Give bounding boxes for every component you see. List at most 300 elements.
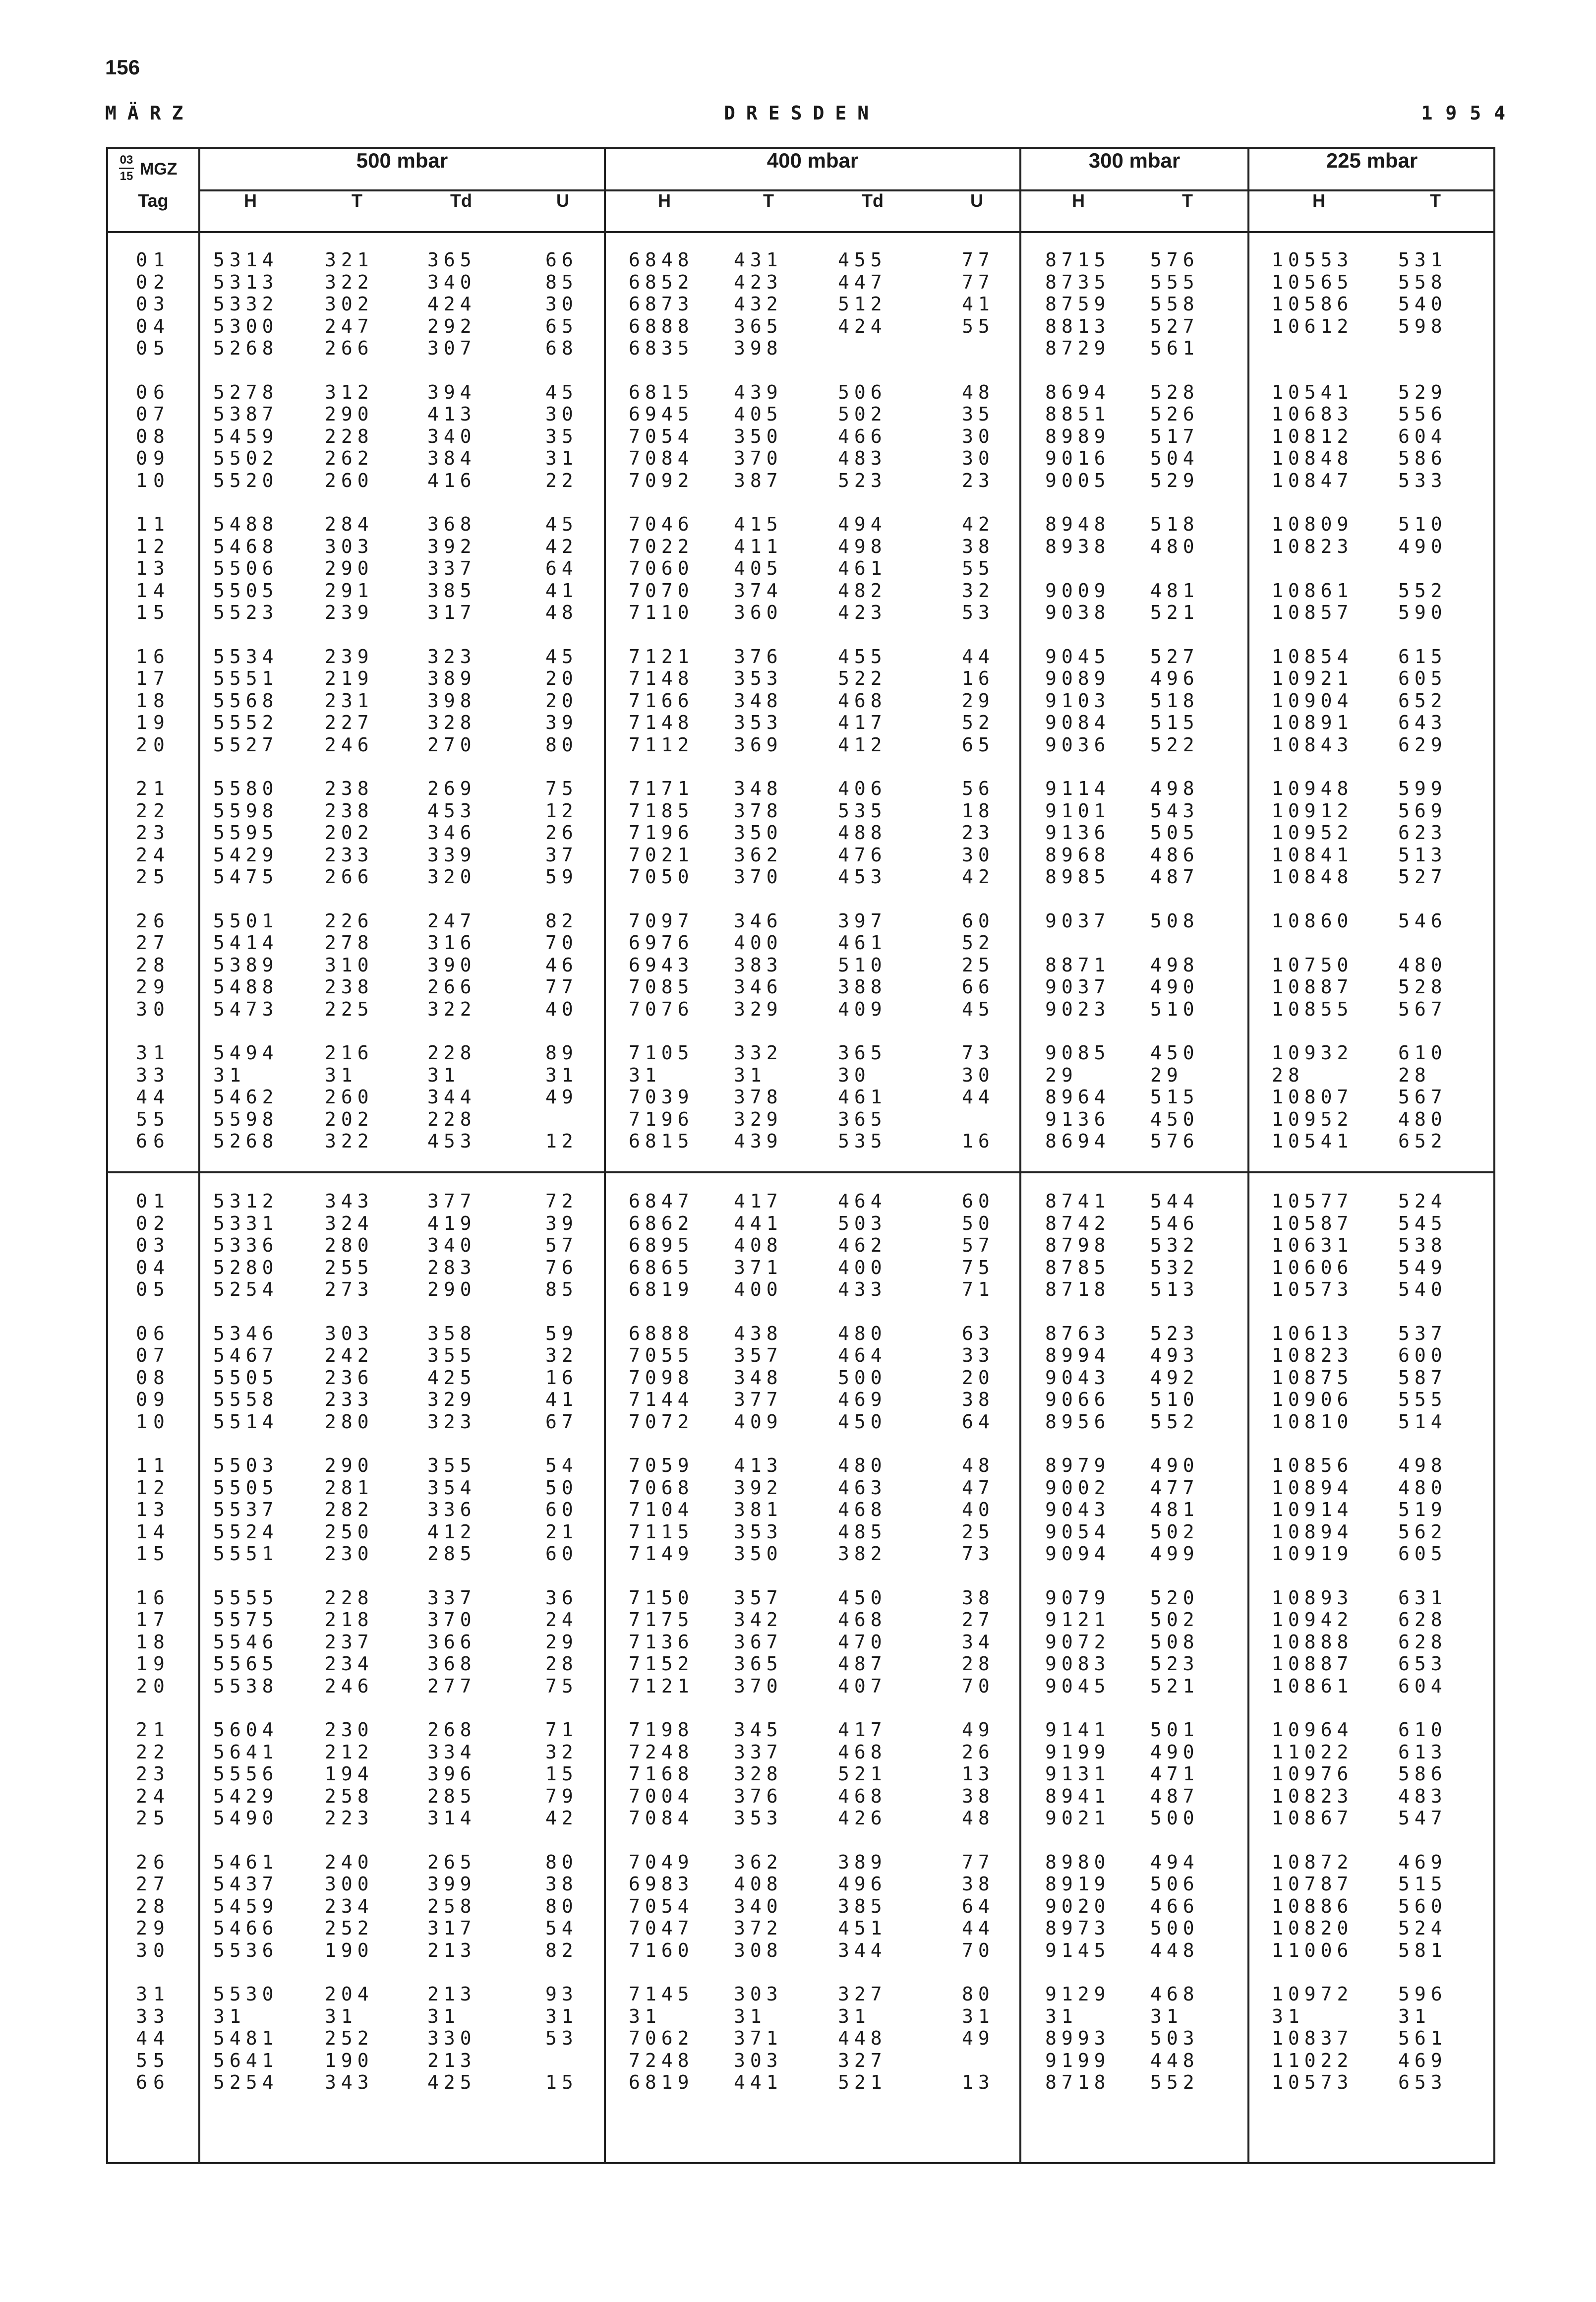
col-u-400: U (970, 190, 983, 211)
value-cell-h300: 29 (1045, 1064, 1078, 1086)
day-cell: 26 (136, 909, 171, 932)
value-cell-h500: 5598 (213, 799, 279, 822)
value-cell-td500: 398 (427, 689, 476, 712)
value-cell-td500: 268 (427, 1719, 476, 1741)
day-cell: 03 (136, 1234, 171, 1256)
value-cell-h225: 10976 (1272, 1763, 1354, 1785)
value-cell-t225: 604 (1398, 425, 1447, 447)
value-cell-h225: 10888 (1272, 1631, 1354, 1653)
table-row (106, 646, 1495, 668)
value-cell-t225: 610 (1398, 1042, 1447, 1064)
value-cell-h225: 10919 (1272, 1543, 1354, 1565)
day-cell: 15 (136, 602, 171, 623)
value-cell-u400: 40 (962, 1499, 995, 1520)
day-cell: 31 (136, 1983, 171, 2005)
value-cell-t225: 652 (1398, 1130, 1447, 1152)
table-row (106, 1389, 1495, 1411)
value-cell-h300: 9145 (1045, 1939, 1111, 1961)
table-row (106, 1741, 1495, 1763)
value-cell-t225: 610 (1398, 1719, 1447, 1741)
value-cell-u400: 77 (962, 249, 995, 271)
value-cell-t300: 552 (1150, 1410, 1199, 1433)
value-cell-h500: 5429 (213, 1785, 279, 1807)
value-cell-td400: 494 (838, 513, 887, 535)
value-cell-h400: 7092 (629, 469, 694, 491)
value-cell-h500: 5580 (213, 778, 279, 799)
table-row (106, 470, 1495, 492)
value-cell-h400: 6888 (629, 1322, 694, 1344)
table-row (106, 1257, 1495, 1279)
day-cell: 33 (136, 1064, 171, 1086)
table-row (106, 1234, 1495, 1257)
value-cell-h225: 10837 (1272, 2027, 1354, 2049)
value-cell-td500: 320 (427, 866, 476, 888)
value-cell-u400: 50 (962, 1212, 995, 1234)
value-cell-h400: 7175 (629, 1609, 694, 1631)
value-cell-t225: 498 (1398, 1454, 1447, 1476)
value-cell-td500: 419 (427, 1212, 476, 1234)
value-cell-h500: 5331 (213, 1212, 279, 1234)
value-cell-t400: 387 (734, 469, 783, 491)
value-cell-t400: 400 (734, 932, 783, 954)
value-cell-h400: 7121 (629, 1675, 694, 1697)
value-cell-td400: 450 (838, 1410, 887, 1433)
value-cell-h400: 7022 (629, 535, 694, 557)
day-cell: 16 (136, 645, 171, 667)
value-cell-t225: 556 (1398, 403, 1447, 425)
col-td-500: Td (450, 190, 472, 211)
value-cell-h225: 11022 (1272, 1741, 1354, 1763)
day-cell: 01 (136, 1190, 171, 1212)
col-t-500: T (352, 190, 362, 211)
day-cell: 11 (136, 1454, 171, 1476)
value-cell-t400: 353 (734, 1807, 783, 1829)
value-cell-t500: 190 (325, 2049, 374, 2071)
value-cell-h400: 7084 (629, 447, 694, 469)
value-cell-h300: 8694 (1045, 381, 1111, 403)
value-cell-t300: 500 (1150, 1807, 1199, 1829)
value-cell-t500: 260 (325, 469, 374, 491)
value-cell-h500: 5254 (213, 1278, 279, 1300)
value-cell-t225: 524 (1398, 1917, 1447, 1939)
value-cell-t300: 466 (1150, 1895, 1199, 1917)
value-cell-t300: 510 (1150, 998, 1199, 1020)
value-cell-u500: 20 (545, 689, 578, 712)
value-cell-t400: 417 (734, 1190, 783, 1212)
value-cell-td400: 451 (838, 1917, 887, 1939)
value-cell-t500: 226 (325, 909, 374, 932)
value-cell-u400: 75 (962, 1256, 995, 1278)
value-cell-u400: 64 (962, 1895, 995, 1917)
value-cell-t400: 362 (734, 1851, 783, 1873)
value-cell-t400: 367 (734, 1631, 783, 1653)
table-row (106, 1873, 1495, 1895)
value-cell-h400: 7068 (629, 1476, 694, 1499)
value-cell-u400: 13 (962, 2071, 995, 2093)
value-cell-h225: 10861 (1272, 1675, 1354, 1697)
value-cell-t500: 31 (325, 2005, 357, 2027)
value-cell-h400: 7105 (629, 1042, 694, 1064)
value-cell-td400: 388 (838, 976, 887, 998)
value-cell-h225: 10875 (1272, 1366, 1354, 1389)
value-cell-h225: 10848 (1272, 447, 1354, 469)
value-cell-h400: 7054 (629, 1895, 694, 1917)
level-300-header: 300 mbar (1088, 149, 1181, 172)
value-cell-t300: 543 (1150, 799, 1199, 822)
value-cell-h500: 5538 (213, 1675, 279, 1697)
value-cell-u500: 39 (545, 712, 578, 733)
value-cell-u500: 48 (545, 602, 578, 623)
value-cell-h500: 5502 (213, 447, 279, 469)
value-cell-t225: 590 (1398, 602, 1447, 623)
day-cell: 44 (136, 2027, 171, 2049)
day-cell: 29 (136, 976, 171, 998)
day-cell: 15 (136, 1543, 171, 1565)
value-cell-h225: 10887 (1272, 1653, 1354, 1675)
day-cell: 11 (136, 513, 171, 535)
value-cell-u500: 22 (545, 469, 578, 491)
value-cell-t300: 490 (1150, 976, 1199, 998)
level-400-header: 400 mbar (767, 149, 859, 172)
value-cell-h225: 10612 (1272, 315, 1354, 337)
value-cell-td500: 337 (427, 1586, 476, 1609)
value-cell-h500: 5468 (213, 535, 279, 557)
value-cell-h400: 7150 (629, 1586, 694, 1609)
value-cell-t300: 480 (1150, 535, 1199, 557)
value-cell-t400: 370 (734, 1675, 783, 1697)
value-cell-h225: 10948 (1272, 778, 1354, 799)
value-cell-t500: 228 (325, 425, 374, 447)
value-cell-h300: 8985 (1045, 866, 1111, 888)
day-cell: 17 (136, 667, 171, 689)
value-cell-h225: 10573 (1272, 1278, 1354, 1300)
value-cell-h225: 10541 (1272, 1130, 1354, 1152)
value-cell-u500: 89 (545, 1042, 578, 1064)
value-cell-h400: 6835 (629, 337, 694, 359)
value-cell-t400: 377 (734, 1389, 783, 1410)
value-cell-u400: 60 (962, 909, 995, 932)
value-cell-u400: 30 (962, 844, 995, 866)
value-cell-t300: 490 (1150, 1741, 1199, 1763)
value-cell-h400: 7055 (629, 1344, 694, 1366)
value-cell-td500: 358 (427, 1322, 476, 1344)
value-cell-u500: 53 (545, 2027, 578, 2049)
value-cell-td500: 247 (427, 909, 476, 932)
value-cell-t500: 278 (325, 932, 374, 954)
value-cell-t300: 527 (1150, 645, 1199, 667)
table-row (106, 1130, 1495, 1152)
value-cell-t400: 411 (734, 535, 783, 557)
value-cell-td400: 397 (838, 909, 887, 932)
value-cell-h225: 11022 (1272, 2049, 1354, 2071)
value-cell-t500: 300 (325, 1873, 374, 1895)
day-cell: 21 (136, 778, 171, 799)
mgz-fraction-top: 03 (119, 153, 133, 167)
value-cell-u400: 29 (962, 689, 995, 712)
value-cell-u500: 49 (545, 1086, 578, 1108)
value-cell-h300: 8994 (1045, 1344, 1111, 1366)
day-cell: 16 (136, 1586, 171, 1609)
col-h-300: H (1072, 190, 1085, 211)
value-cell-h225: 10841 (1272, 844, 1354, 866)
value-cell-t500: 343 (325, 2071, 374, 2093)
value-cell-t225: 527 (1398, 866, 1447, 888)
value-cell-t400: 303 (734, 1983, 783, 2005)
value-cell-h500: 5565 (213, 1653, 279, 1675)
day-cell: 24 (136, 1785, 171, 1807)
mgz-fraction-bottom: 15 (119, 170, 133, 183)
value-cell-u500: 39 (545, 1212, 578, 1234)
value-cell-td400: 389 (838, 1851, 887, 1873)
value-cell-t500: 260 (325, 1086, 374, 1108)
value-cell-h500: 5429 (213, 844, 279, 866)
value-cell-u400: 16 (962, 667, 995, 689)
value-cell-t500: 223 (325, 1807, 374, 1829)
day-cell: 13 (136, 1499, 171, 1520)
value-cell-u400: 80 (962, 1983, 995, 2005)
value-cell-td500: 394 (427, 381, 476, 403)
value-cell-u500: 68 (545, 337, 578, 359)
value-cell-h225: 10586 (1272, 293, 1354, 315)
value-cell-t400: 332 (734, 1042, 783, 1064)
value-cell-t300: 515 (1150, 1086, 1199, 1108)
value-cell-t400: 408 (734, 1234, 783, 1256)
value-cell-h225: 10906 (1272, 1389, 1354, 1410)
value-cell-h500: 5494 (213, 1042, 279, 1064)
day-cell: 23 (136, 822, 171, 844)
value-cell-u400: 56 (962, 778, 995, 799)
value-cell-t300: 510 (1150, 1389, 1199, 1410)
value-cell-t225: 531 (1398, 249, 1447, 271)
value-cell-u500: 26 (545, 822, 578, 844)
value-cell-t225: 581 (1398, 1939, 1447, 1961)
table-row (106, 1108, 1495, 1131)
value-cell-u500: 31 (545, 447, 578, 469)
value-cell-td500: 283 (427, 1256, 476, 1278)
value-cell-t400: 353 (734, 1520, 783, 1543)
value-cell-t225: 555 (1398, 1389, 1447, 1410)
value-cell-t500: 247 (325, 315, 374, 337)
value-cell-h400: 7062 (629, 2027, 694, 2049)
value-cell-td500: 31 (427, 1064, 460, 1086)
value-cell-h300: 8979 (1045, 1454, 1111, 1476)
value-cell-td400: 461 (838, 932, 887, 954)
value-cell-t225: 519 (1398, 1499, 1447, 1520)
value-cell-h300: 8742 (1045, 1212, 1111, 1234)
value-cell-t300: 515 (1150, 712, 1199, 733)
value-cell-h400: 7072 (629, 1410, 694, 1433)
value-cell-h300: 9023 (1045, 998, 1111, 1020)
value-cell-h225: 10867 (1272, 1807, 1354, 1829)
value-cell-t225: 653 (1398, 2071, 1447, 2093)
value-cell-td500: 344 (427, 1086, 476, 1108)
value-cell-td500: 389 (427, 667, 476, 689)
value-cell-td500: 384 (427, 447, 476, 469)
value-cell-td400: 433 (838, 1278, 887, 1300)
value-cell-t400: 400 (734, 1278, 783, 1300)
value-cell-u500: 36 (545, 1586, 578, 1609)
value-cell-t300: 503 (1150, 2027, 1199, 2049)
day-cell: 05 (136, 1278, 171, 1300)
value-cell-td500: 453 (427, 799, 476, 822)
value-cell-h300: 9085 (1045, 1042, 1111, 1064)
value-cell-h400: 7171 (629, 778, 694, 799)
value-cell-t300: 505 (1150, 822, 1199, 844)
value-cell-t300: 508 (1150, 1631, 1199, 1653)
value-cell-h300: 8919 (1045, 1873, 1111, 1895)
table-row (106, 1190, 1495, 1212)
table-row (106, 1521, 1495, 1543)
value-cell-td500: 368 (427, 1653, 476, 1675)
value-cell-td400: 502 (838, 403, 887, 425)
value-cell-td400: 400 (838, 1256, 887, 1278)
value-cell-t225: 529 (1398, 381, 1447, 403)
value-cell-h225: 10872 (1272, 1851, 1354, 1873)
value-cell-td400: 483 (838, 447, 887, 469)
table-row (106, 866, 1495, 888)
value-cell-t500: 234 (325, 1653, 374, 1675)
value-cell-t225: 653 (1398, 1653, 1447, 1675)
value-cell-h225: 10894 (1272, 1476, 1354, 1499)
day-cell: 06 (136, 1322, 171, 1344)
value-cell-h300: 9009 (1045, 579, 1111, 602)
value-cell-u400: 38 (962, 535, 995, 557)
value-cell-h500: 5503 (213, 1454, 279, 1476)
value-cell-t500: 258 (325, 1785, 374, 1807)
value-cell-u500: 76 (545, 1256, 578, 1278)
value-cell-t300: 528 (1150, 381, 1199, 403)
value-cell-h300: 8785 (1045, 1256, 1111, 1278)
table-row (106, 447, 1495, 470)
value-cell-t400: 303 (734, 2049, 783, 2071)
value-cell-h400: 7149 (629, 1543, 694, 1565)
value-cell-td400: 468 (838, 1499, 887, 1520)
value-cell-td500: 270 (427, 733, 476, 756)
value-cell-h400: 7098 (629, 1366, 694, 1389)
day-cell: 23 (136, 1763, 171, 1785)
value-cell-t400: 348 (734, 689, 783, 712)
value-cell-t300: 529 (1150, 469, 1199, 491)
value-cell-h500: 5280 (213, 1256, 279, 1278)
value-cell-t225: 596 (1398, 1983, 1447, 2005)
value-cell-u500: 30 (545, 403, 578, 425)
value-cell-t300: 471 (1150, 1763, 1199, 1785)
value-cell-td400: 523 (838, 469, 887, 491)
value-cell-u400: 55 (962, 557, 995, 579)
table-row (106, 998, 1495, 1021)
value-cell-h300: 9020 (1045, 1895, 1111, 1917)
value-cell-td400: 498 (838, 535, 887, 557)
tag-header: Tag (138, 190, 169, 211)
value-cell-h400: 7004 (629, 1785, 694, 1807)
table-row (106, 1278, 1495, 1301)
value-cell-t300: 521 (1150, 1675, 1199, 1697)
day-cell: 07 (136, 1344, 171, 1366)
value-cell-t500: 239 (325, 602, 374, 623)
value-cell-td400: 464 (838, 1344, 887, 1366)
table-row (106, 778, 1495, 800)
value-cell-h225: 10807 (1272, 1086, 1354, 1108)
value-cell-h225: 10952 (1272, 1108, 1354, 1130)
day-cell: 13 (136, 557, 171, 579)
value-cell-h225: 10932 (1272, 1042, 1354, 1064)
value-cell-h400: 6945 (629, 403, 694, 425)
table-row (106, 337, 1495, 360)
value-cell-td400: 510 (838, 954, 887, 976)
col-td-400: Td (862, 190, 884, 211)
value-cell-t500: 236 (325, 1366, 374, 1389)
value-cell-t300: 521 (1150, 602, 1199, 623)
value-cell-h300: 8813 (1045, 315, 1111, 337)
value-cell-h500: 5534 (213, 645, 279, 667)
value-cell-t400: 405 (734, 557, 783, 579)
value-cell-t500: 231 (325, 689, 374, 712)
value-cell-td500: 370 (427, 1609, 476, 1631)
value-cell-h500: 5481 (213, 2027, 279, 2049)
value-cell-t400: 348 (734, 778, 783, 799)
value-cell-u500: 42 (545, 535, 578, 557)
value-cell-h400: 6895 (629, 1234, 694, 1256)
value-cell-u500: 59 (545, 866, 578, 888)
day-cell: 20 (136, 1675, 171, 1697)
value-cell-u400: 48 (962, 1807, 995, 1829)
value-cell-h400: 6976 (629, 932, 694, 954)
col-h-400: H (658, 190, 671, 211)
value-cell-t300: 492 (1150, 1366, 1199, 1389)
value-cell-h300: 9037 (1045, 976, 1111, 998)
value-cell-h300: 9066 (1045, 1389, 1111, 1410)
value-cell-t500: 230 (325, 1543, 374, 1565)
value-cell-td400: 521 (838, 1763, 887, 1785)
value-cell-t400: 353 (734, 667, 783, 689)
value-cell-h400: 7039 (629, 1086, 694, 1108)
day-cell: 10 (136, 469, 171, 491)
value-cell-h300: 9043 (1045, 1499, 1111, 1520)
value-cell-t225: 586 (1398, 447, 1447, 469)
value-cell-h300: 9089 (1045, 667, 1111, 689)
value-cell-h225: 10577 (1272, 1190, 1354, 1212)
value-cell-h225: 10553 (1272, 249, 1354, 271)
value-cell-t400: 441 (734, 1212, 783, 1234)
value-cell-u400: 45 (962, 998, 995, 1020)
day-cell: 19 (136, 712, 171, 733)
value-cell-t400: 360 (734, 602, 783, 623)
value-cell-u400: 25 (962, 1520, 995, 1543)
value-cell-h400: 7248 (629, 1741, 694, 1763)
value-cell-u500: 16 (545, 1366, 578, 1389)
value-cell-h500: 5466 (213, 1917, 279, 1939)
value-cell-h500: 5475 (213, 866, 279, 888)
day-cell: 26 (136, 1851, 171, 1873)
value-cell-td500: 339 (427, 844, 476, 866)
value-cell-t300: 517 (1150, 425, 1199, 447)
value-cell-u400: 38 (962, 1586, 995, 1609)
value-cell-t500: 302 (325, 293, 374, 315)
value-cell-h400: 7248 (629, 2049, 694, 2071)
day-cell: 18 (136, 689, 171, 712)
value-cell-h225: 10823 (1272, 535, 1354, 557)
value-cell-td400: 30 (838, 1064, 871, 1086)
value-cell-h300: 8956 (1045, 1410, 1111, 1433)
value-cell-h300: 8715 (1045, 249, 1111, 271)
value-cell-td500: 322 (427, 998, 476, 1020)
value-cell-u400: 33 (962, 1344, 995, 1366)
value-cell-td500: 355 (427, 1344, 476, 1366)
value-cell-h500: 5490 (213, 1807, 279, 1829)
value-cell-td400: 455 (838, 645, 887, 667)
value-cell-td400: 522 (838, 667, 887, 689)
value-cell-t225: 480 (1398, 1108, 1447, 1130)
